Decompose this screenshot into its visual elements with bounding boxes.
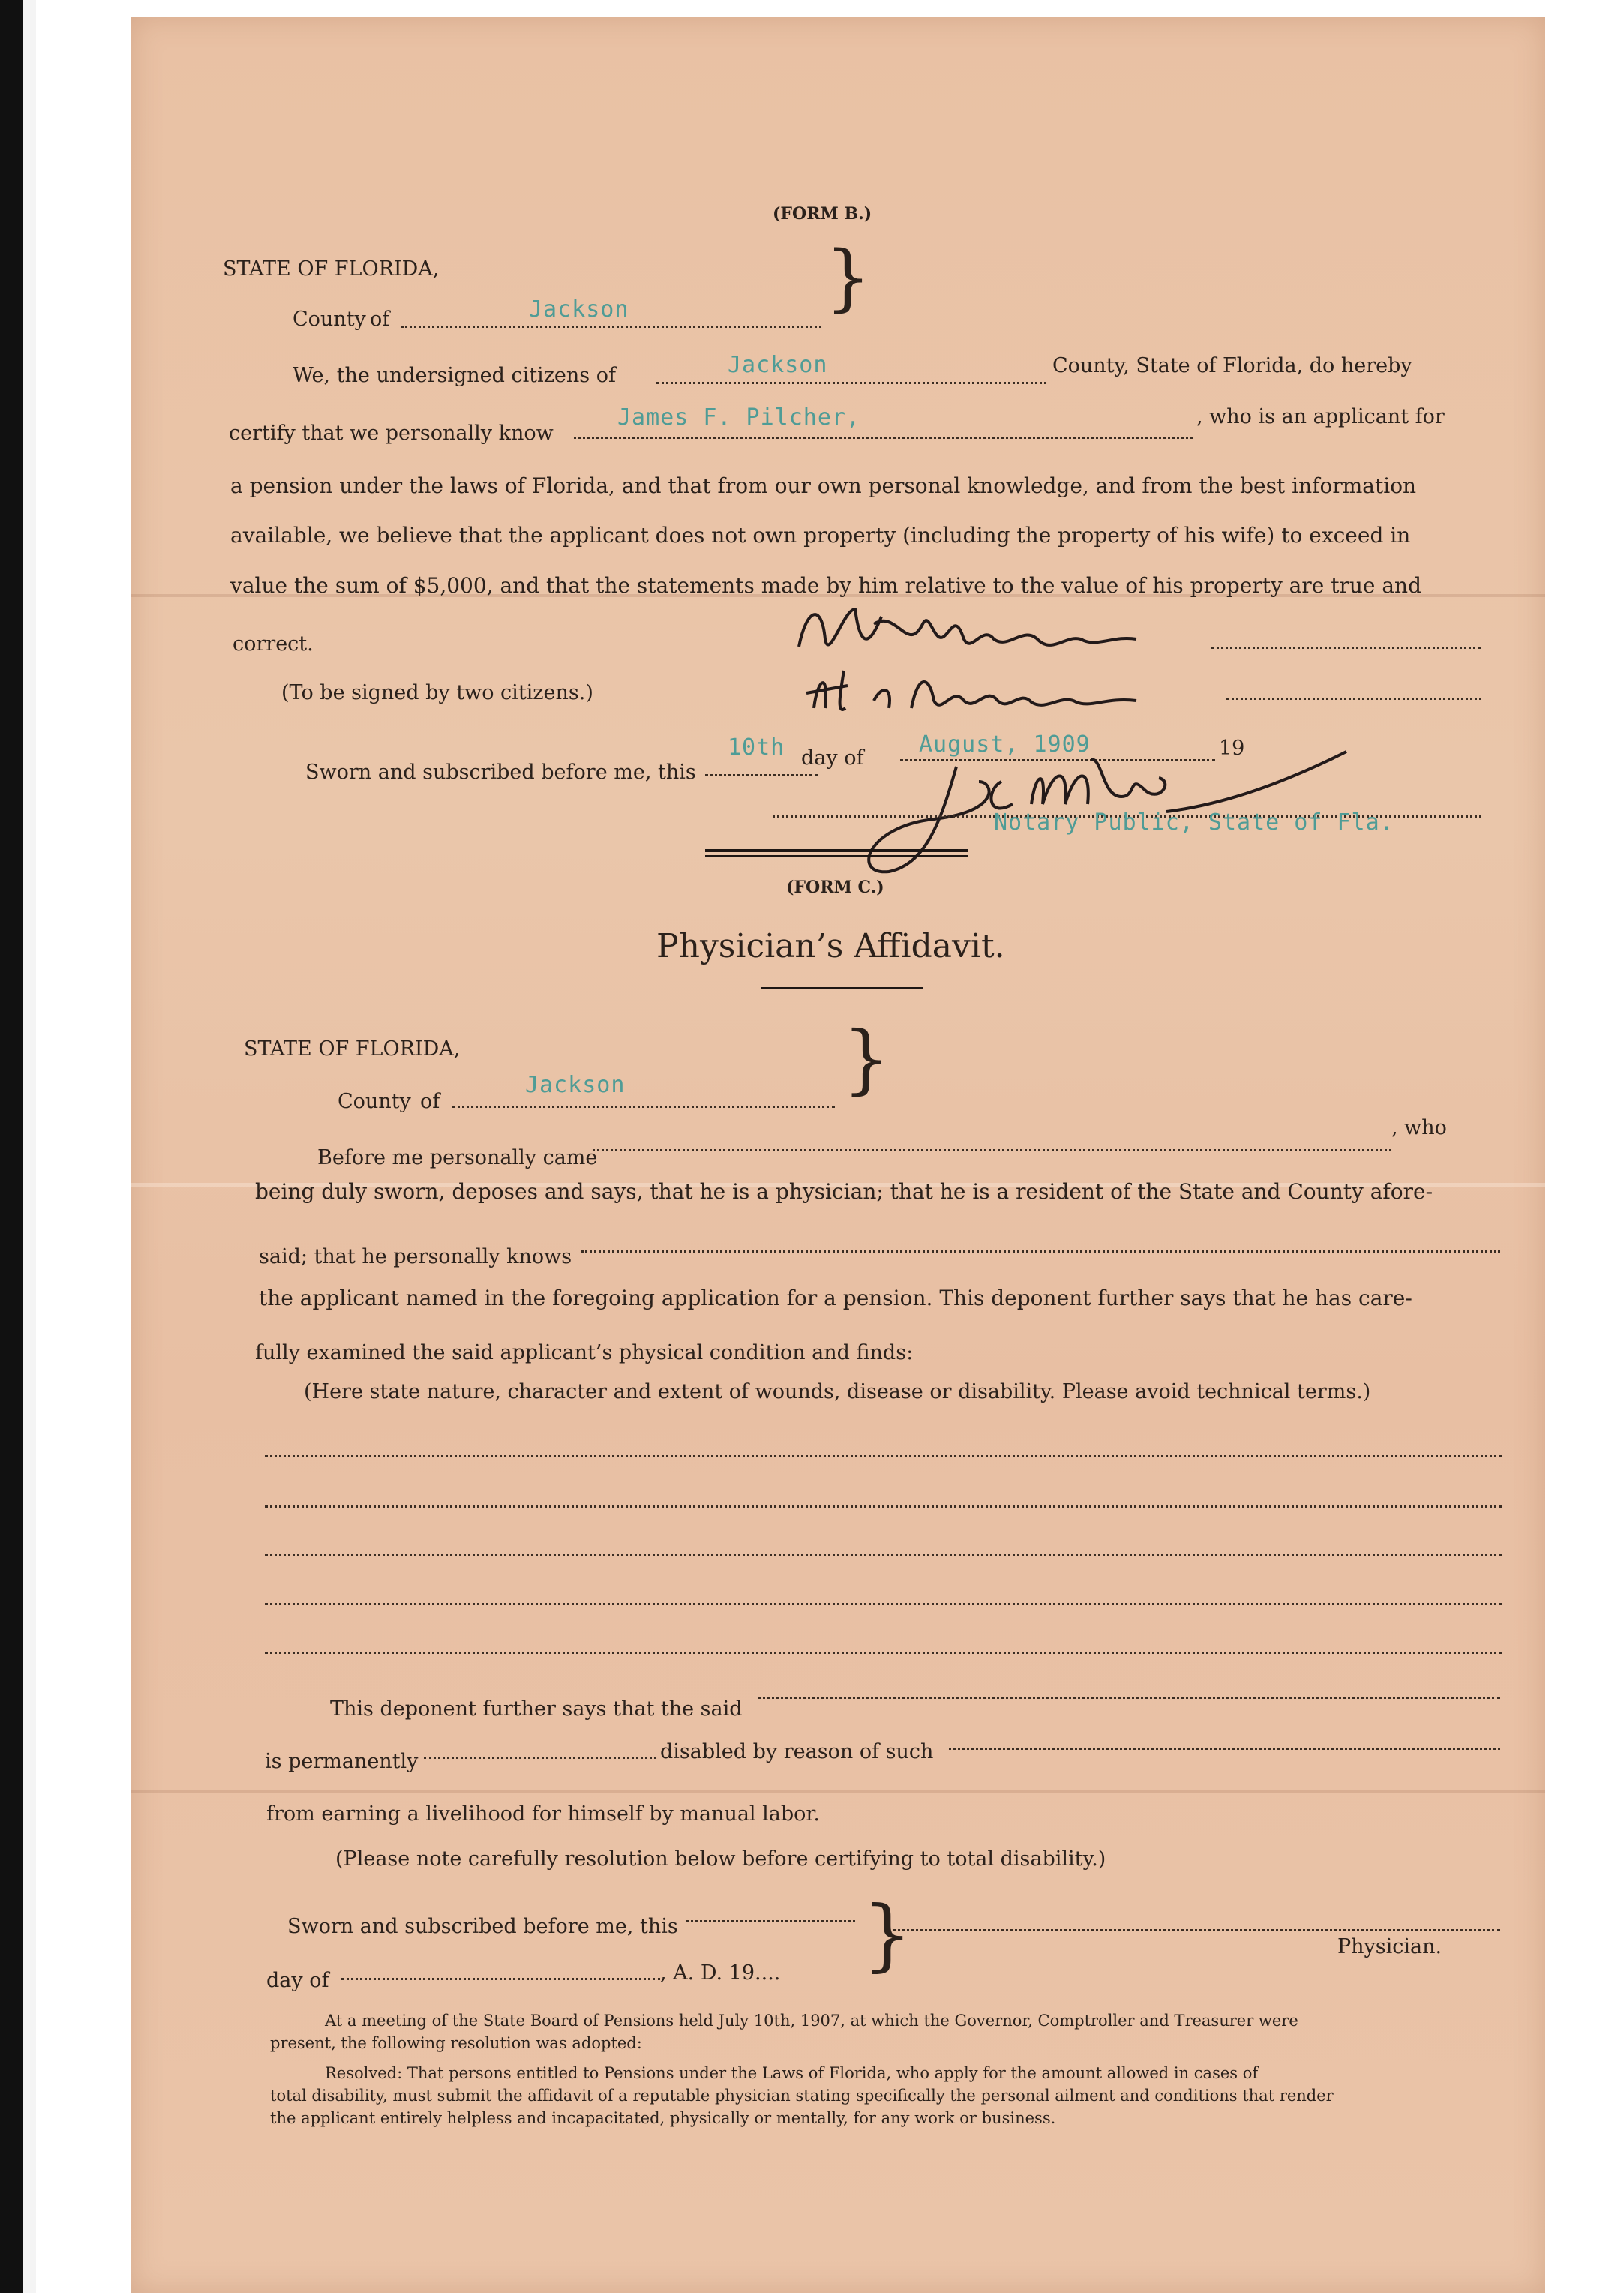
form-c-perm-b: disabled by reason of such — [660, 1740, 934, 1763]
form-c-county-value: Jackson — [525, 1072, 626, 1098]
form-b-county-label: County — [293, 308, 366, 331]
scan-border — [0, 0, 23, 2293]
scan-border-inner — [23, 0, 36, 2293]
form-c-livelihood: from earning a livelihood for himself by manual labor. — [266, 1802, 820, 1826]
title-underline — [761, 987, 923, 989]
sworn-day-line — [705, 774, 818, 776]
said-line — [758, 1697, 1500, 1699]
form-c-line4: the applicant named in the foregoing application for a pension. This deponent further says that he has care- — [259, 1286, 1412, 1310]
findings-line — [265, 1554, 1502, 1556]
resolution-para2-line2: total disability, must submit the affidavit of a reputable physician stating specifically the personal ailment and conditions that render — [270, 2087, 1334, 2105]
form-c-further: This deponent further says that the said — [330, 1697, 743, 1721]
applicant-field-line — [574, 437, 1193, 439]
form-b-sworn-c: 19 — [1219, 737, 1245, 760]
form-b-sworn-month: August, 1909 — [919, 731, 1091, 758]
findings-line — [265, 1455, 1502, 1457]
signature-2-strokes — [791, 656, 1211, 723]
form-c-state: STATE OF FLORIDA, — [244, 1037, 461, 1061]
section-divider-top — [705, 849, 968, 852]
form-b-sworn-b: day of — [801, 746, 864, 770]
form-c-instruction: (Here state nature, character and extent of wounds, disease or disability. Please avoid technical terms.) — [304, 1380, 1371, 1403]
resolution-para2-line1: Resolved: That persons entitled to Pensions under the Laws of Florida, who apply for the amount allowed in cases of — [325, 2064, 1259, 2082]
form-b-line6: correct. — [233, 632, 314, 656]
form-c-ad: , A. D. 19.... — [660, 1961, 781, 1985]
form-c-bottom-brace: } — [863, 1889, 913, 1980]
form-b-sworn-a: Sworn and subscribed before me, this — [305, 761, 696, 784]
findings-line — [265, 1603, 1502, 1605]
form-c-title: Physician’s Affidavit. — [656, 927, 1005, 965]
form-b-line2-a: certify that we personally know — [229, 422, 554, 445]
permanently-line — [424, 1757, 656, 1759]
resolution-para1-line1: At a meeting of the State Board of Pensions held July 10th, 1907, at which the Governor, Comptroller and Treasurer were — [325, 2012, 1298, 2030]
form-c-sworn: Sworn and subscribed before me, this — [287, 1915, 678, 1938]
citizens-field-line — [656, 382, 1046, 384]
document-sheet — [131, 17, 1545, 2293]
form-c-line2: being duly sworn, deposes and says, that he is a physician; that he is a resident of the State and County afore- — [255, 1179, 1433, 1204]
form-b-label: (FORM B.) — [773, 204, 872, 224]
resolution-para2-line3: the applicant entirely helpless and incapacitated, physically or mentally, for any work or business. — [270, 2109, 1056, 2127]
form-c-physician: Physician. — [1337, 1935, 1442, 1958]
form-b-line1-value: Jackson — [728, 352, 828, 378]
personally-came-line — [593, 1149, 1391, 1151]
physician-day-line — [341, 1978, 660, 1980]
form-c-county-label: County — [338, 1090, 411, 1113]
form-b-county-of: of — [370, 308, 390, 331]
form-c-line3: said; that he personally knows — [259, 1245, 572, 1268]
form-b-line2-value: James F. Pilcher, — [617, 404, 861, 431]
form-b-county-value: Jackson — [529, 296, 629, 323]
form-b-brace: } — [825, 236, 872, 320]
form-b-line4: available, we believe that the applicant does not own property (including the property of his wife) to exceed in — [230, 523, 1411, 548]
form-c-brace: } — [842, 1015, 890, 1103]
form-b-line3: a pension under the laws of Florida, and that from our own personal knowledge, and from the best information — [230, 473, 1417, 498]
signature-2-line — [1226, 698, 1481, 700]
form-b-signed-note: (To be signed by two citizens.) — [281, 681, 593, 704]
physician-signature-line — [893, 1929, 1500, 1931]
form-c-day-of: day of — [266, 1969, 329, 1992]
physician-sworn-line — [686, 1920, 855, 1922]
reason-line — [949, 1748, 1500, 1750]
paper-fold — [131, 1790, 1545, 1793]
form-b-state: STATE OF FLORIDA, — [223, 257, 440, 281]
findings-line — [265, 1652, 1502, 1654]
form-b-line5: value the sum of $5,000, and that the statements made by him relative to the value of his property are true and — [230, 573, 1422, 598]
citizen-signature-2 — [791, 656, 1211, 726]
form-c-line1: Before me personally came — [317, 1146, 598, 1169]
signature-1-line — [1211, 647, 1481, 649]
form-b-notary-title: Notary Public, State of Fla. — [994, 809, 1394, 836]
form-b-line1-a: We, the undersigned citizens of — [293, 364, 616, 387]
form-c-label: (FORM C.) — [786, 878, 884, 897]
form-b-line2-b: , who is an applicant for — [1196, 405, 1445, 428]
form-c-county-line — [452, 1106, 835, 1108]
form-c-line1-end: , who — [1391, 1116, 1447, 1139]
section-divider-bottom — [705, 855, 968, 857]
form-c-perm-a: is permanently — [265, 1750, 419, 1773]
personally-knows-line — [581, 1250, 1500, 1253]
resolution-para1-line2: present, the following resolution was adopted: — [270, 2034, 642, 2052]
form-c-county-of: of — [420, 1090, 440, 1113]
form-c-note: (Please note carefully resolution below before certifying to total disability.) — [335, 1847, 1106, 1871]
county-field-line — [401, 326, 821, 328]
form-c-line5: fully examined the said applicant’s physical condition and finds: — [255, 1341, 914, 1364]
form-b-line1-b: County, State of Florida, do hereby — [1052, 354, 1412, 377]
findings-line — [265, 1505, 1502, 1508]
form-b-sworn-day: 10th — [728, 734, 785, 761]
